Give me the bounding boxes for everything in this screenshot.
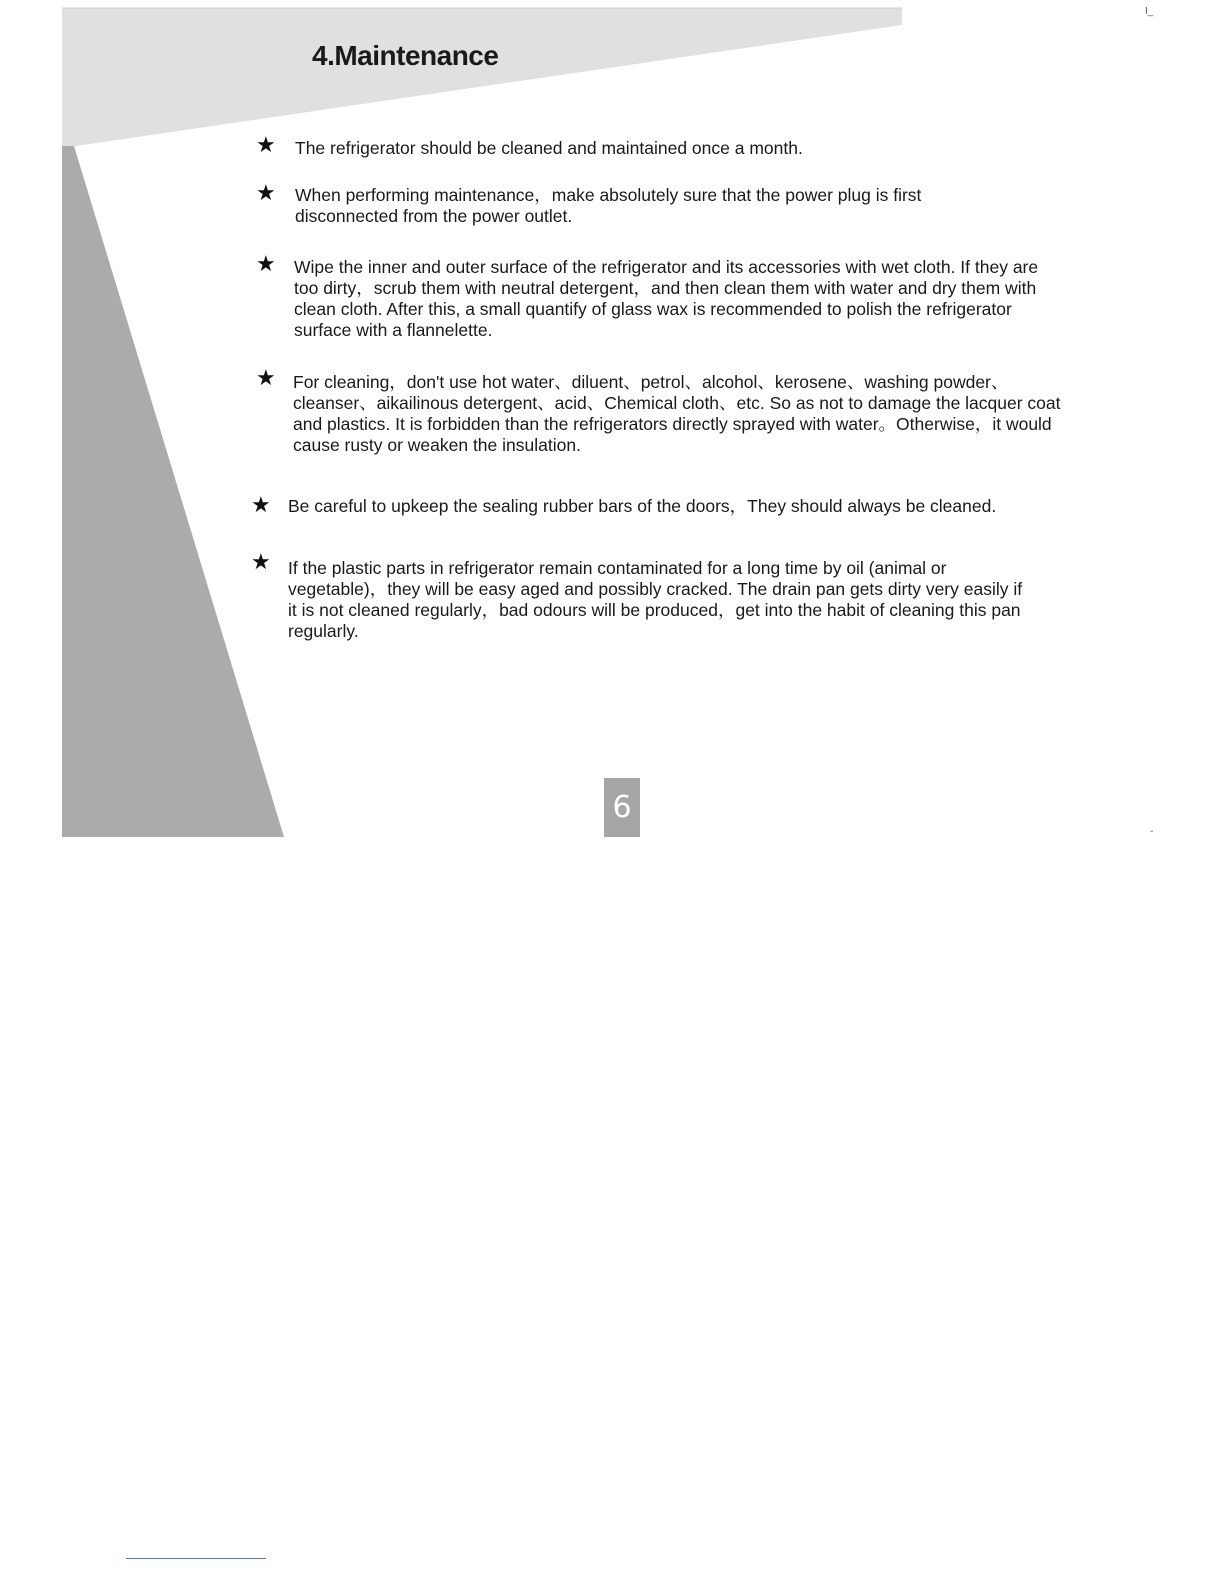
star-bullet-icon: ★ xyxy=(251,492,271,517)
page-title: 4.Maintenance xyxy=(312,40,499,71)
corner-mark: I_ xyxy=(1145,6,1154,17)
list-item-text: Wipe the inner and outer surface of the refrigerator and its accessories with wet cloth. If they are too dirty，scrub them with neutral detergent，and then clean them with water and dry them with clean cloth. After this, a small quantify of glass wax is recommended to polish the refrigerator surface with a flannelette. xyxy=(294,257,1039,340)
star-bullet-icon: ★ xyxy=(256,132,276,157)
header-band xyxy=(62,8,902,148)
list-item-text: For cleaning，don't use hot water、diluent、petrol、alcohol、kerosene、washing powder、cleanser、aikailinous detergent、acid、Chemical cloth、etc. So as not to damage the lacquer coat and plastics. It is forbidden than the refrigerators directly sprayed with water。Otherwise，it would cause rusty or weaken the insulation. xyxy=(293,372,1061,455)
list-item-text: When performing maintenance，make absolutely sure that the power plug is first disconnected from the power outlet. xyxy=(295,185,922,226)
bottom-rule xyxy=(126,1558,266,1559)
list-item xyxy=(293,372,1078,456)
list-item xyxy=(288,558,1028,642)
list-item xyxy=(288,496,1088,517)
corner-mark-bottom: - xyxy=(1150,826,1154,837)
list-item-text: Be careful to upkeep the sealing rubber bars of the doors，They should always be cleaned. xyxy=(288,496,997,516)
list-item xyxy=(294,257,1064,341)
star-bullet-icon: ★ xyxy=(256,251,276,276)
star-bullet-icon: ★ xyxy=(256,365,276,390)
list-item-text: The refrigerator should be cleaned and maintained once a month. xyxy=(295,138,803,158)
star-bullet-icon: ★ xyxy=(256,180,276,205)
list-item xyxy=(295,185,995,227)
star-bullet-icon: ★ xyxy=(251,549,271,574)
list-item-text: If the plastic parts in refrigerator remain contaminated for a long time by oil (animal or vegetable)，they will be easy aged and possibly cracked. The drain pan gets dirty very easily if it is not cleaned regularly，bad odours will be produced，get into the habit of cleaning this pan regularly. xyxy=(288,558,1023,641)
list-item xyxy=(295,138,1015,159)
page-number: 6 xyxy=(604,778,640,837)
